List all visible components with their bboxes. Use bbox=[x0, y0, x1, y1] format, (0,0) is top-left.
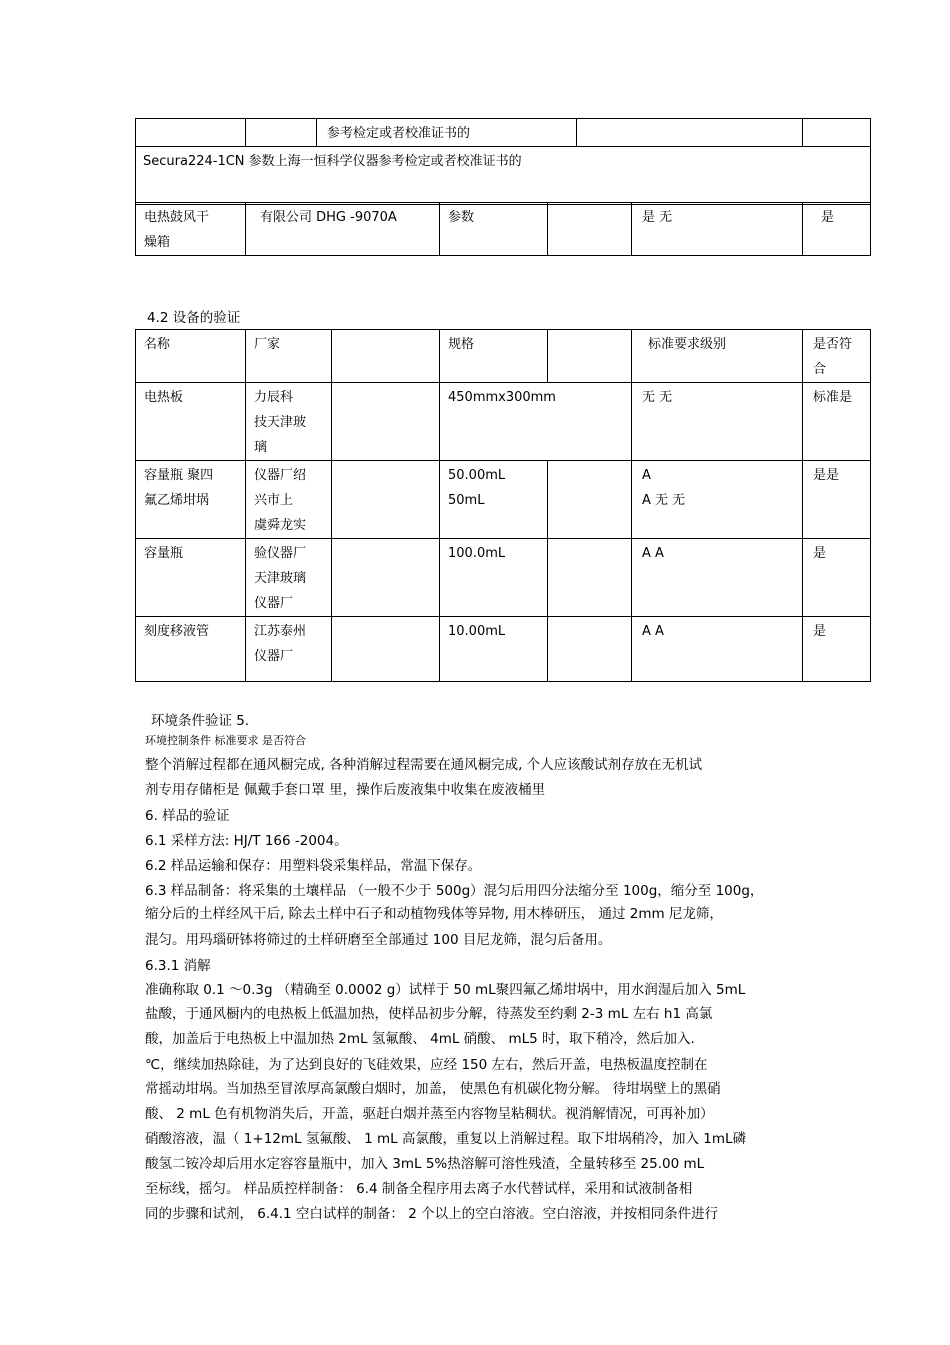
table-cell bbox=[548, 203, 632, 256]
body-line: 准确称取 0.1 ～0.3g （精确至 0.0002 g）试样于 50 mL聚四氟乙烯坩埚中，用水润湿后加入 5mL bbox=[145, 982, 746, 998]
body-line: 剂专用存储柜是 佩戴手套口罩 里，操作后废液集中收集在废液桶里 bbox=[145, 782, 546, 798]
table-cell bbox=[332, 461, 440, 539]
header-cell: 规格 bbox=[440, 330, 548, 383]
table-cell bbox=[246, 119, 317, 147]
table-cell: 江苏泰州 仪器厂 bbox=[246, 617, 332, 682]
table-cell: 容量瓶 聚四 氟乙烯坩埚 bbox=[136, 461, 246, 539]
table-cell: 电热鼓风干 燥箱 bbox=[136, 203, 246, 256]
table-cell: 是是 bbox=[803, 461, 871, 539]
header-cell: 标准要求级别 bbox=[632, 330, 803, 383]
table-cell: 无 无 bbox=[632, 383, 803, 461]
body-line: 缩分后的土样经风干后, 除去土样中石子和动植物残体等异物, 用木棒研压， 通过 2mm 尼龙筛， bbox=[145, 906, 723, 922]
table-cell: A A bbox=[632, 539, 803, 617]
header-cell: 是否符 合 bbox=[803, 330, 871, 383]
body-line: 6.3 样品制备：将采集的土壤样品 （一般不少于 500g）混匀后用四分法缩分至 100g，缩分至 100g， bbox=[145, 883, 764, 899]
table-cell: 力辰科 技天津玻 璃 bbox=[246, 383, 332, 461]
table-cell: Secura224-1CN 参数上海一恒科学仪器参考检定或者校准证书的 bbox=[136, 147, 871, 205]
table-row bbox=[136, 383, 871, 461]
body-line: 酸、 2 mL 色有机物消失后，开盖，驱赶白烟并蒸至内容物呈粘稠状。视消解情况，可再补加） bbox=[145, 1106, 714, 1122]
table-row bbox=[136, 539, 871, 617]
body-line: 盐酸，于通风橱内的电热板上低温加热，使样品初步分解，待蒸发至约剩 2-3 mL 左右 h1 高氯 bbox=[145, 1006, 713, 1022]
header-cell: 名称 bbox=[136, 330, 246, 383]
body-line: 6. 样品的验证 bbox=[145, 808, 230, 824]
table-cell bbox=[332, 383, 440, 461]
table-cell: 是 bbox=[803, 617, 871, 682]
table-cell: 电热板 bbox=[136, 383, 246, 461]
table-row bbox=[136, 617, 871, 682]
table-cell: 是 bbox=[803, 203, 871, 256]
table-cell bbox=[548, 461, 632, 539]
table-cell: 10.00mL bbox=[440, 617, 548, 682]
table-cell: 450mmx300mm bbox=[440, 383, 632, 461]
table-cell bbox=[136, 119, 246, 147]
body-line: 6.1 采样方法: HJ/T 166 -2004。 bbox=[145, 833, 348, 849]
body-line: 酸氢二铵冷却后用水定容容量瓶中，加入 3mL 5%热溶解可溶性残渣，全量转移至 25.00 mL bbox=[145, 1156, 705, 1172]
header-cell bbox=[332, 330, 440, 383]
table-cell: 刻度移液管 bbox=[136, 617, 246, 682]
body-line: 常摇动坩埚。当加热至冒浓厚高氯酸白烟时，加盖， 使黑色有机碳化物分解。 待坩埚壁上的黑硝 bbox=[145, 1081, 721, 1097]
table-cell: 标准是 bbox=[803, 383, 871, 461]
table-cell: 参数 bbox=[440, 203, 548, 256]
equipment-cert-table-row3 bbox=[135, 202, 871, 256]
table-cell bbox=[577, 119, 803, 147]
body-line: 同的步骤和试剂， 6.4.1 空白试样的制备： 2 个以上的空白溶液。空白溶液，并按相同条件进行 bbox=[145, 1206, 719, 1222]
table-cell: A A bbox=[632, 617, 803, 682]
header-cell bbox=[548, 330, 632, 383]
table-cell: 50.00mL 50mL bbox=[440, 461, 548, 539]
table-cell: 验仪器厂 天津玻璃 仪器厂 bbox=[246, 539, 332, 617]
table-cell bbox=[548, 539, 632, 617]
env-heading: 环境条件验证 5. bbox=[151, 713, 250, 729]
table-cell: 100.0mL bbox=[440, 539, 548, 617]
table-cell: 容量瓶 bbox=[136, 539, 246, 617]
table-row bbox=[136, 203, 871, 256]
section-heading: 4.2 设备的验证 bbox=[147, 310, 241, 326]
table-row bbox=[136, 119, 871, 147]
table-cell: 是 无 bbox=[632, 203, 803, 256]
body-line: 至标线，摇匀。 样品质控样制备： 6.4 制备全程序用去离子水代替试样，采用和试液制备相 bbox=[145, 1181, 693, 1197]
table-cell: 参考检定或者校准证书的 bbox=[317, 119, 577, 147]
table-cell: 是 bbox=[803, 539, 871, 617]
table-row bbox=[136, 147, 871, 205]
table-cell bbox=[548, 617, 632, 682]
table-cell bbox=[332, 539, 440, 617]
table-cell bbox=[332, 617, 440, 682]
table-cell: A A 无 无 bbox=[632, 461, 803, 539]
body-line: 硝酸溶液，温（ 1+12mL 氢氟酸、 1 mL 高氯酸，重复以上消解过程。取下坩埚稍冷，加入 1mL磷 bbox=[145, 1131, 747, 1147]
table-cell bbox=[803, 119, 871, 147]
table-row bbox=[136, 461, 871, 539]
equipment-verification-table bbox=[135, 329, 871, 682]
header-cell: 厂家 bbox=[246, 330, 332, 383]
equipment-cert-table bbox=[135, 118, 871, 205]
body-line: ℃，继续加热除硅，为了达到良好的飞硅效果，应经 150 左右，然后开盖，电热板温度控制在 bbox=[145, 1057, 708, 1073]
body-line: 混匀。用玛瑙研钵将筛过的土样研磨至全部通过 100 目尼龙筛，混匀后备用。 bbox=[145, 932, 612, 948]
body-line: 酸，加盖后于电热板上中温加热 2mL 氢氟酸、 4mL 硝酸、 mL5 时，取下稍冷，然后加入. bbox=[145, 1031, 695, 1047]
env-columns: 环境控制条件 标准要求 是否符合 bbox=[145, 734, 306, 747]
table-header-row bbox=[136, 330, 871, 383]
table-cell: 仪器厂绍 兴市上 虞舜龙实 bbox=[246, 461, 332, 539]
table-cell: 有限公司 DHG -9070A bbox=[246, 203, 440, 256]
body-line: 6.2 样品运输和保存：用塑料袋采集样品，常温下保存。 bbox=[145, 858, 482, 874]
body-line: 整个消解过程都在通风橱完成, 各种消解过程需要在通风橱完成, 个人应该酸试剂存放在无机试 bbox=[145, 757, 703, 773]
body-line: 6.3.1 消解 bbox=[145, 958, 211, 974]
